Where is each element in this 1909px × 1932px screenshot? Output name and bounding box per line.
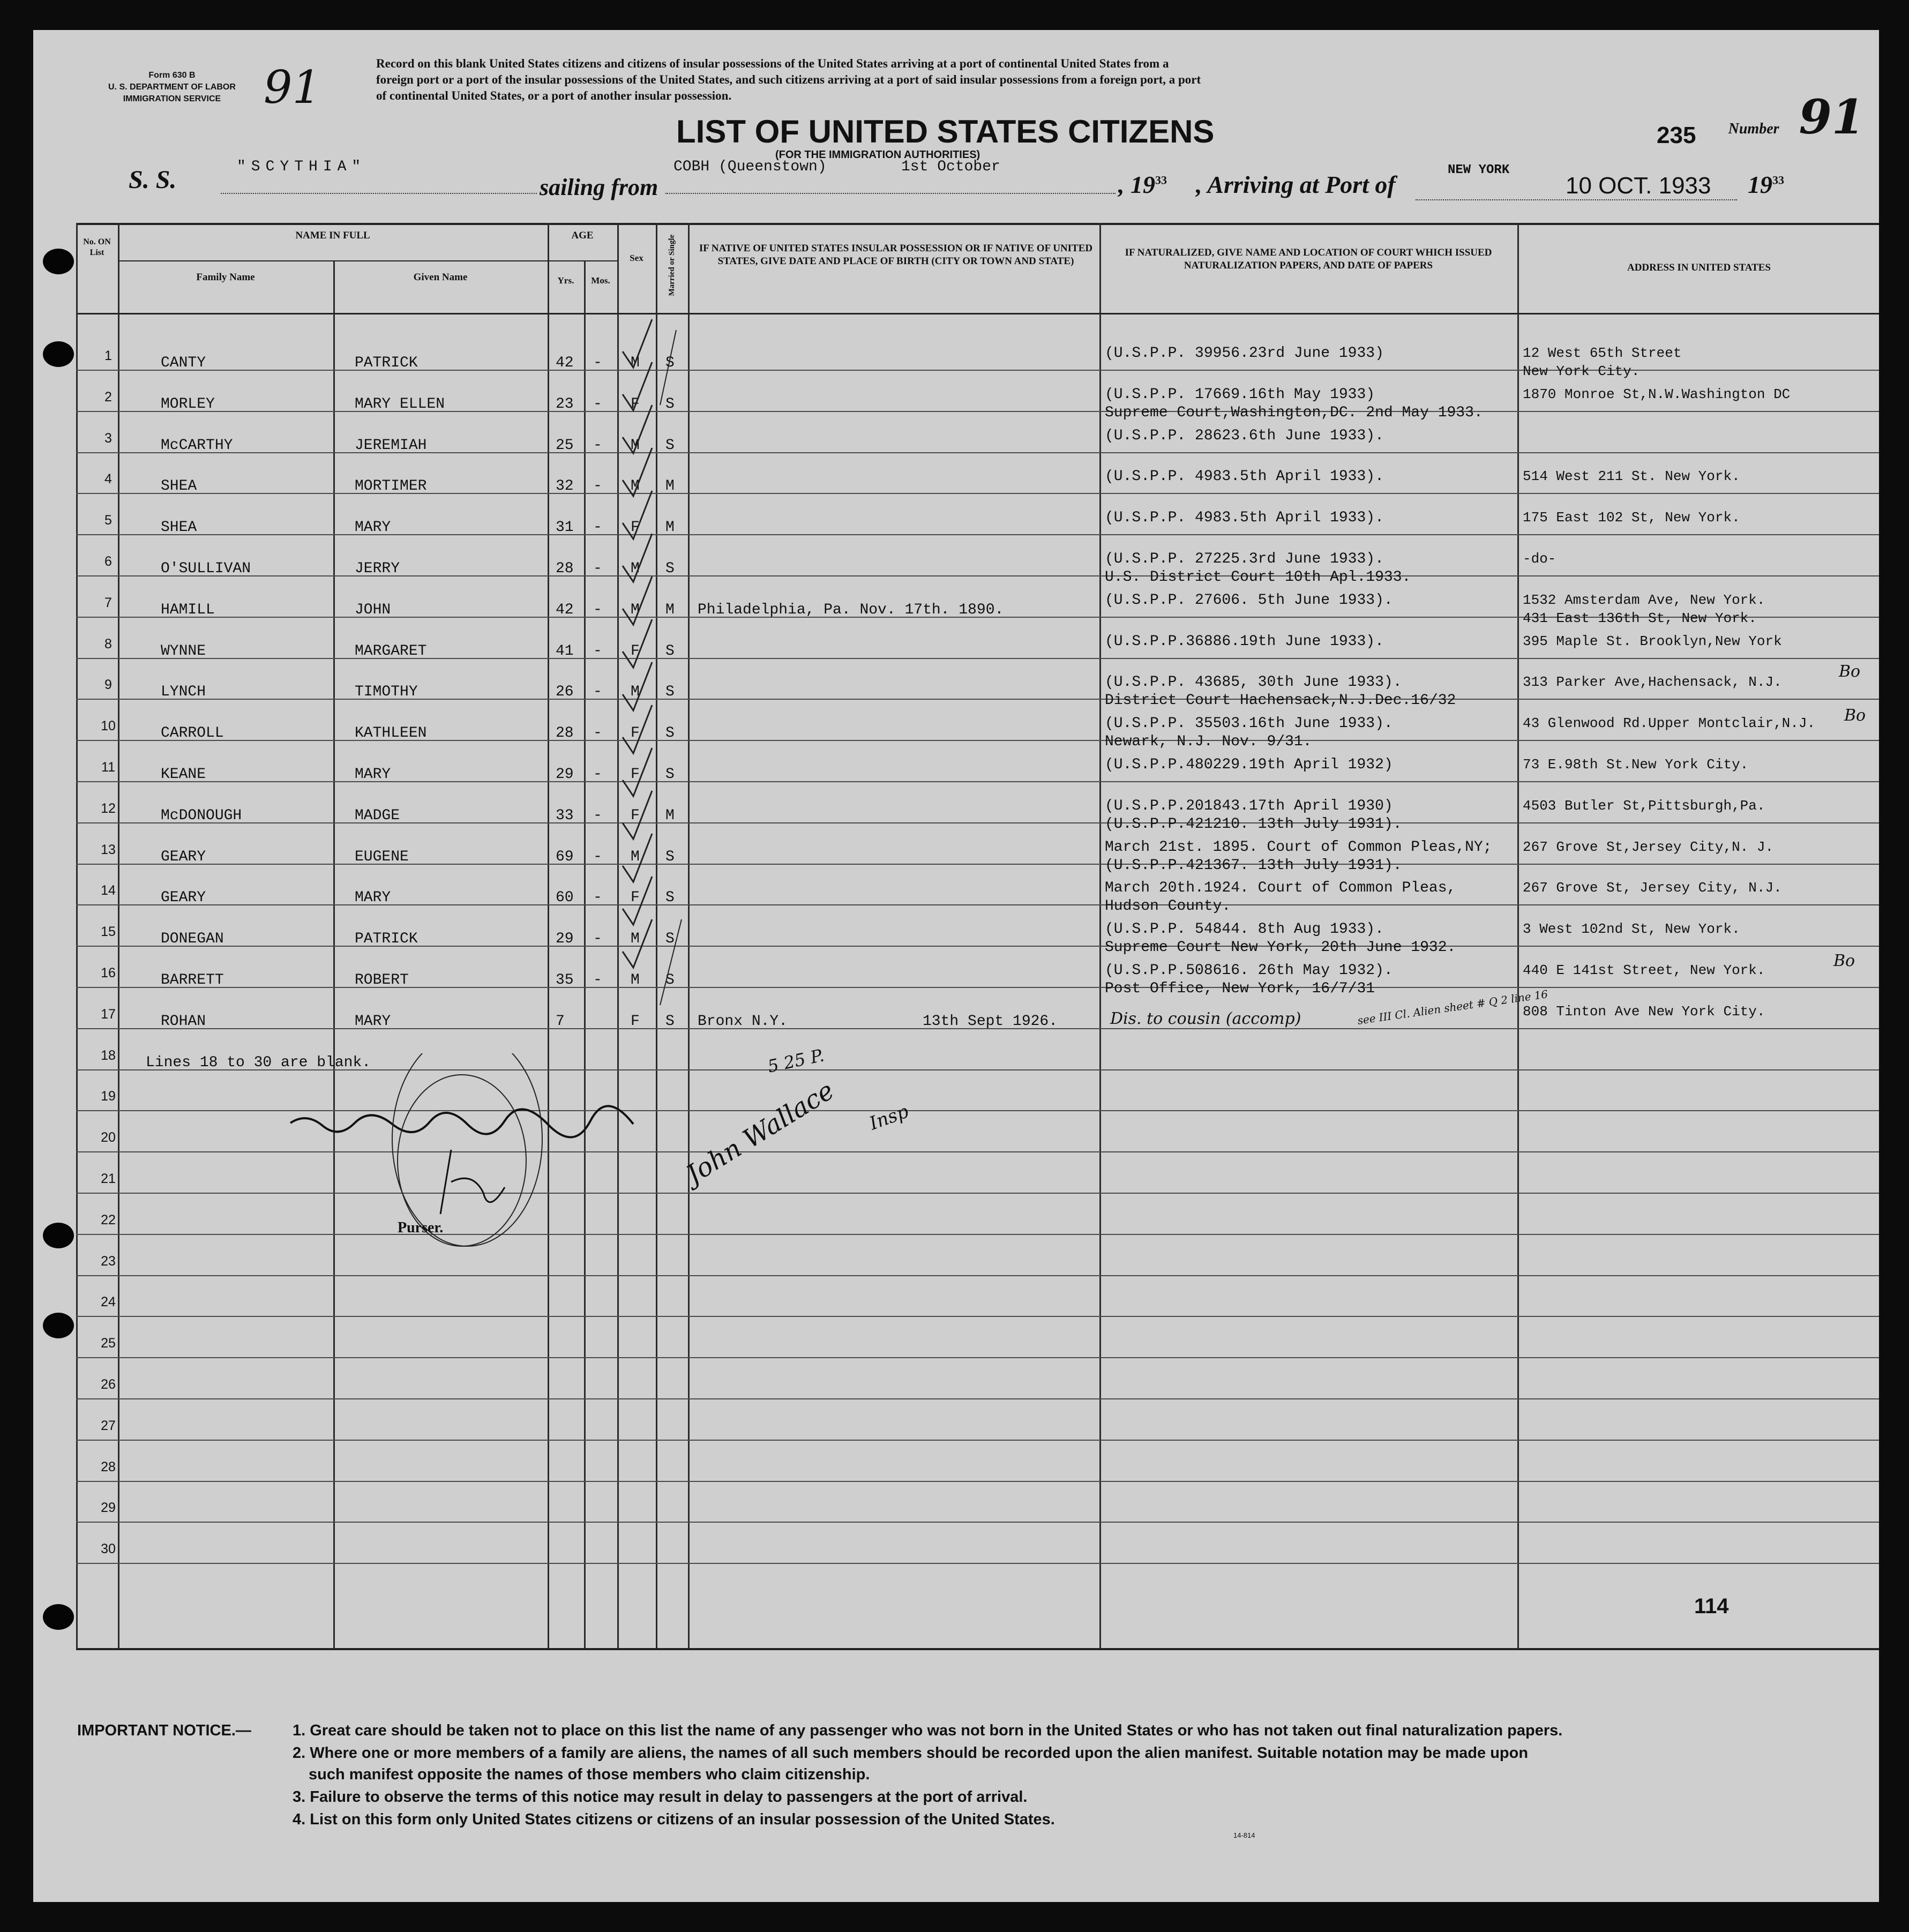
number-label: Number [1728,121,1779,137]
line-number: 9 [104,677,112,692]
col-divider [548,223,549,1648]
address-line-1: 43 Glenwood Rd.Upper Montclair,N.J. [1523,715,1816,731]
age-months: - [593,602,602,618]
marital-status: S [665,766,675,783]
line-number: 14 [101,883,116,898]
header-no-on-list: No. ON List [83,237,111,257]
family-name: McDONOUGH [161,807,242,824]
line-number: 2 [104,390,112,405]
birth-place: Bronx N.Y. [698,1013,788,1030]
naturalization-line-1: (U.S.P.P. 17669.16th May 1933) [1105,386,1375,403]
instruction-line: Record on this blank United States citizens and citizens of insular possessions of the United States arriving at a port of continental United States from a [376,57,1169,70]
punch-hole [43,341,74,367]
age-months: - [593,643,602,660]
header-mos: Mos. [591,275,610,286]
row-rule [76,822,1879,823]
line-number: 25 [101,1336,116,1351]
given-name: JEREMIAH [355,437,427,454]
family-name: GEARY [161,889,206,906]
naturalization-line-1: (U.S.P.P. 35503.16th June 1933). [1105,715,1393,732]
family-name: WYNNE [161,643,206,660]
given-name: MORTIMER [355,478,427,495]
line-number: 29 [101,1500,116,1515]
sailing-year: , $19^{33}$ [1118,171,1167,198]
marital-status: M [665,519,675,536]
sex: M [631,560,640,577]
line-number: 6 [104,554,112,569]
age-months: - [593,972,602,989]
age-years: 31 [556,519,574,536]
header-married-or-single: Married or Single [668,234,676,296]
purser-label: Purser. [398,1219,444,1236]
line-number: 23 [101,1254,116,1269]
age-months: - [593,931,602,947]
address-line-1: 73 E.98th St.New York City. [1523,757,1749,773]
header-family-name: Family Name [196,272,255,283]
birth-date: 13th Sept 1926. [923,1013,1058,1030]
marital-status: S [665,396,675,413]
row-rule [76,699,1879,700]
inspector-mark: 5 25 P. [766,1045,826,1077]
side-mark: Bo [1833,952,1855,970]
arrival-year [1748,170,1784,199]
header-name-in-full: NAME IN FULL [295,230,370,241]
year-prefix: 19 [1131,171,1155,198]
sex: M [631,478,640,495]
age-years: 41 [556,643,574,660]
row-rule [76,1522,1879,1523]
naturalization-line-2: Post Office, New York, 16/7/31 [1105,980,1375,997]
punch-hole [43,1604,74,1630]
punch-hole [43,1313,74,1338]
marital-status: S [665,1013,675,1030]
sex: F [631,889,640,906]
sex: M [631,849,640,865]
age-months: - [593,437,602,454]
naturalization-line-1: (U.S.P.P.480229.19th April 1932) [1105,757,1393,773]
age-years: 42 [556,602,574,618]
age-years: 28 [556,725,574,742]
sex: M [631,684,640,700]
marital-status: S [665,849,675,865]
notice-item: 1. Great care should be taken not to place on this list the name of any passenger who was not born in the United States or who has not taken out final naturalization papers. [293,1722,1563,1739]
naturalization-line-1: (U.S.P.P. 39956.23rd June 1933) [1105,345,1384,362]
given-name: MARY [355,766,391,783]
family-name: LYNCH [161,684,206,700]
line-number: 13 [101,842,116,857]
family-name: MORLEY [161,396,215,413]
age-months: - [593,889,602,906]
row-rule [76,946,1879,947]
inspector-suffix: Insp [866,1100,912,1135]
age-months: - [593,478,602,495]
address-line-1: 175 East 102 St, New York. [1523,510,1740,526]
age-months: - [593,725,602,742]
marital-status: M [665,478,675,495]
line-number: 7 [104,595,112,610]
given-name: MARY [355,889,391,906]
header-given-name: Given Name [413,272,468,283]
service-name: IMMIGRATION SERVICE [123,94,221,103]
address-line-1: 1870 Monroe St,N.W.Washington DC [1523,386,1791,402]
line-number: 21 [101,1171,116,1186]
punch-hole [43,1223,74,1248]
header-age: AGE [571,230,594,241]
address-line-1: 808 Tinton Ave New York City. [1523,1004,1765,1020]
row-rule [76,658,1879,659]
line-number: 20 [101,1130,116,1145]
age-months: - [593,849,602,865]
family-name: SHEA [161,519,197,536]
given-name: MARGARET [355,643,427,660]
header-bottom-border [76,313,1879,314]
notice-item: such manifest opposite the names of those members who claim citizenship. [309,1766,870,1783]
naturalization-line-1: (U.S.P.P. 4983.5th April 1933). [1105,510,1384,526]
naturalization-line-1: (U.S.P.P. 28623.6th June 1933). [1105,428,1384,444]
marital-status: S [665,355,675,371]
row-rule [76,1398,1879,1399]
arrival-year-suffix: 33 [1772,173,1784,187]
family-name: HAMILL [161,602,215,618]
sex: F [631,1013,640,1030]
naturalization-line-2: Supreme Court New York, 20th June 1932. [1105,939,1456,956]
age-years: 60 [556,889,574,906]
sex: M [631,355,640,371]
header-birth: IF NATIVE OF UNITED STATES INSULAR POSSESSION OR IF NATIVE OF UNITED STATES, GIVE DATE AND PLACE OF BIRTH (CITY OR TOWN AND STATE) [699,243,1093,267]
family-name: CARROLL [161,725,224,742]
form-code: 14-814 [1233,1831,1255,1839]
line-number: 3 [104,431,112,446]
given-name: JOHN [355,602,391,618]
row-rule [76,864,1879,865]
given-name: MARY [355,519,391,536]
manifest-sheet [33,30,1879,1902]
age-months: - [593,684,602,700]
checkmark-column [601,309,708,1059]
purser-signature [237,1053,746,1268]
address-line-1: -do- [1523,551,1556,567]
row-rule [76,1275,1879,1276]
col-divider [1517,223,1519,1648]
row-rule [76,904,1879,905]
line-number: 27 [101,1418,116,1433]
sex: F [631,519,640,536]
name-age-subheader-rule [118,260,617,261]
age-years: 25 [556,437,574,454]
family-name: BARRETT [161,972,224,989]
number-field [1728,89,1865,145]
marital-status: S [665,437,675,454]
year-suffix: 33 [1155,173,1167,187]
page-title: LIST OF UNITED STATES CITIZENS [676,114,1215,149]
naturalization-line-1: (U.S.P.P. 27225.3rd June 1933). [1105,551,1384,567]
row17-handwritten-note-2: see III Cl. Alien sheet # Q 2 line 16 [1357,987,1549,1027]
number-value: 91 [1799,89,1865,145]
row-rule [76,1481,1879,1482]
age-years: 33 [556,807,574,824]
line-number: 4 [104,471,112,486]
naturalization-line-1: (U.S.P.P. 43685, 30th June 1933). [1105,674,1402,691]
age-years: 7 [556,1013,565,1030]
family-name: GEARY [161,849,206,865]
family-name: KEANE [161,766,206,783]
line-number: 19 [101,1089,116,1104]
row-rule [76,781,1879,782]
age-months: - [593,396,602,413]
given-name: MADGE [355,807,400,824]
header-yrs: Yrs. [557,275,574,286]
naturalization-line-2: (U.S.P.P.421367. 13th July 1931). [1105,857,1402,874]
address-line-1: 313 Parker Ave,Hachensack, N.J. [1523,674,1782,690]
sex: F [631,643,640,660]
address-line-1: 12 West 65th Street [1523,345,1682,361]
naturalization-line-1: (U.S.P.P. 4983.5th April 1933). [1105,468,1384,485]
age-years: 26 [556,684,574,700]
marital-status: S [665,931,675,947]
address-line-2: 431 East 136th St, New York. [1523,610,1757,626]
table-bottom-border [76,1648,1879,1650]
arriving-label: , Arriving at Port of [1196,171,1396,198]
marital-status: S [665,725,675,742]
naturalization-line-2: (U.S.P.P.421210. 13th July 1931). [1105,816,1402,833]
line-number: 22 [101,1212,116,1227]
header-address: ADDRESS IN UNITED STATES [1627,262,1771,273]
naturalization-line-1: (U.S.P.P.508616. 26th May 1932). [1105,962,1393,979]
row-rule [76,575,1879,576]
handwritten-page-number: 91 [264,61,321,114]
instruction-line: foreign port or a port of the insular possessions of the United States, and such citizens arriving at a port of said insular possessions from a foreign port, a port [376,73,1201,86]
sailing-underline [665,193,1116,194]
age-years: 35 [556,972,574,989]
marital-status: M [665,807,675,824]
page-subtitle: (FOR THE IMMIGRATION AUTHORITIES) [775,149,980,161]
row-rule [76,1316,1879,1317]
page-stamp: 235 [1657,122,1696,148]
line-number: 26 [101,1377,116,1392]
arrival-year-prefix: 19 [1748,171,1772,198]
age-years: 32 [556,478,574,495]
punch-hole [43,249,74,274]
line-number: 10 [101,718,116,733]
family-name: DONEGAN [161,931,224,947]
notice-heading: IMPORTANT NOTICE.— [77,1722,251,1739]
sex: M [631,931,640,947]
given-name: PATRICK [355,355,418,371]
col-divider [76,223,78,1648]
address-line-1: 267 Grove St, Jersey City, N.J. [1523,880,1782,896]
sex: F [631,725,640,742]
ship-name-underline [221,193,537,194]
birth-place: Philadelphia, Pa. Nov. 17th. 1890. [698,602,1004,618]
side-mark: Bo [1844,706,1866,725]
naturalization-line-1: (U.S.P.P. 54844. 8th Aug 1933). [1105,921,1384,938]
line-number: 8 [104,636,112,652]
age-months: - [593,560,602,577]
marital-status: S [665,560,675,577]
naturalization-line-2: Newark, N.J. Nov. 9/31. [1105,733,1312,750]
col-divider [1099,223,1101,1648]
line-number: 12 [101,801,116,816]
line-number: 15 [101,924,116,939]
sailing-date: 1st October [901,159,1000,175]
row-rule [76,987,1879,988]
side-mark: Bo [1839,662,1861,681]
table-top-border [76,223,1879,225]
header-naturalized: IF NATURALIZED, GIVE NAME AND LOCATION OF COURT WHICH ISSUED NATURALIZATION PAPERS, AND DATE OF PAPERS [1125,247,1492,271]
naturalization-line-1: March 21st. 1895. Court of Common Pleas,NY; [1105,839,1492,856]
family-name: O'SULLIVAN [161,560,251,577]
given-name: EUGENE [355,849,409,865]
given-name: MARY ELLEN [355,396,445,413]
ship-name: "SCYTHIA" [237,159,366,175]
instruction-block [376,56,1201,104]
sex: M [631,437,640,454]
naturalization-line-2: U.S. District Court 10th Apl.1933. [1105,569,1411,586]
age-months: - [593,766,602,783]
family-name: McCARTHY [161,437,233,454]
sailing-port: COBH (Queenstown) [673,159,827,175]
address-line-1: 3 West 102nd St, New York. [1523,921,1740,937]
sailing-from-label: sailing from [540,174,658,200]
line-number: 18 [101,1048,116,1063]
arrival-underline [1416,199,1737,200]
row-rule [76,1563,1879,1564]
age-years: 28 [556,560,574,577]
naturalization-line-1: (U.S.P.P. 27606. 5th June 1933). [1105,592,1393,609]
form-number: Form 630 B [148,71,196,80]
line-number: 5 [104,513,112,528]
age-years: 69 [556,849,574,865]
address-line-1: 267 Grove St,Jersey City,N. J. [1523,839,1774,855]
department-name: U. S. DEPARTMENT OF LABOR [108,83,236,92]
given-name: TIMOTHY [355,684,418,700]
line-number: 28 [101,1459,116,1474]
family-name: CANTY [161,355,206,371]
notice-item: 2. Where one or more members of a family are aliens, the names of all such members should be recorded upon the alien manifest. Suitable notation may be made upon [293,1744,1529,1762]
form-id-block [108,70,236,105]
marital-status: S [665,972,675,989]
sex: F [631,807,640,824]
line-number: 1 [104,348,112,363]
row-rule [76,1440,1879,1441]
marital-status: M [665,602,675,618]
address-line-1: 440 E 141st Street, New York. [1523,962,1765,978]
line-number: 30 [101,1541,116,1556]
age-years: 29 [556,931,574,947]
page-total: 114 [1694,1594,1729,1618]
arrival-port: NEW YORK [1448,163,1510,177]
row-rule [76,411,1879,412]
row17-handwritten-note: Dis. to cousin (accomp) [1110,1009,1301,1028]
row-rule [76,493,1879,494]
ss-label: S. S. [129,166,177,194]
blank-lines-note: Lines 18 to 30 are blank. [146,1054,371,1071]
given-name: ROBERT [355,972,409,989]
age-months: - [593,807,602,824]
marital-status: S [665,684,675,700]
age-years: 42 [556,355,574,371]
row-rule [76,534,1879,535]
marital-status: S [665,643,675,660]
family-name: SHEA [161,478,197,495]
row-rule [76,452,1879,453]
row-rule [76,740,1879,741]
notice-item: 3. Failure to observe the terms of this notice may result in delay to passengers at the port of arrival. [293,1788,1028,1806]
address-line-1: 4503 Butler St,Pittsburgh,Pa. [1523,798,1765,814]
notice-item: 4. List on this form only United States citizens or citizens of an insular possession of the United States. [293,1811,1055,1828]
family-name: ROHAN [161,1013,206,1030]
line-number: 17 [101,1007,116,1022]
given-name: KATHLEEN [355,725,427,742]
line-number: 24 [101,1294,116,1309]
age-years: 29 [556,766,574,783]
arrival-date-stamp: 10 OCT. 1933 [1566,173,1711,199]
marital-status: S [665,889,675,906]
age-months: - [593,355,602,371]
given-name: JERRY [355,560,400,577]
naturalization-line-1: March 20th.1924. Court of Common Pleas, [1105,880,1456,896]
age-months: - [593,519,602,536]
sex: M [631,602,640,618]
sex: F [631,766,640,783]
line-number: 11 [101,760,115,775]
given-name: MARY [355,1013,391,1030]
address-line-1: 395 Maple St. Brooklyn,New York [1523,633,1782,649]
sex: F [631,396,640,413]
naturalization-line-1: (U.S.P.P.201843.17th April 1930) [1105,798,1393,814]
instruction-line: of continental United States, or a port of another insular possession. [376,89,732,102]
naturalization-line-2: Hudson County. [1105,898,1231,915]
address-line-1: 514 West 211 St. New York. [1523,468,1740,484]
sex: M [631,972,640,989]
naturalization-line-1: (U.S.P.P.36886.19th June 1933). [1105,633,1384,650]
age-years: 23 [556,396,574,413]
header-sex: Sex [630,253,643,263]
given-name: PATRICK [355,931,418,947]
inspector-signature: John Wallace [680,1075,840,1190]
address-line-1: 1532 Amsterdam Ave, New York. [1523,592,1765,608]
line-number: 16 [101,965,116,980]
naturalization-line-2: District Court Hachensack,N.J.Dec.16/32 [1105,692,1456,709]
row-rule [76,1357,1879,1358]
naturalization-line-2: Supreme Court,Washington,DC. 2nd May 1933. [1105,405,1483,421]
address-line-2: New York City. [1523,363,1640,379]
